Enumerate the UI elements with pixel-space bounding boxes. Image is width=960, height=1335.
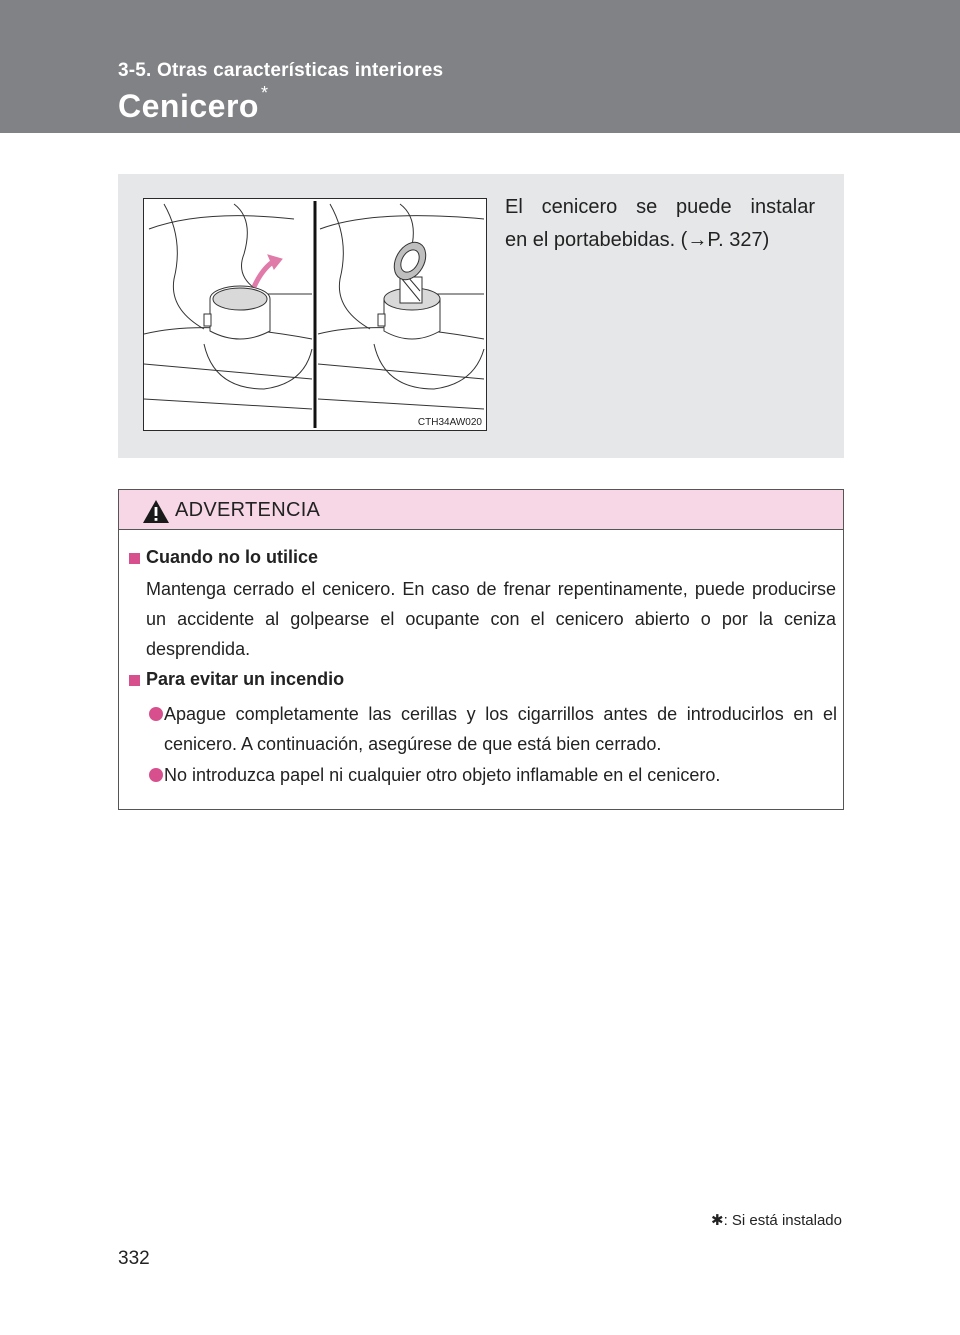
page-number: 332 (118, 1248, 150, 1269)
section-label: 3-5. Otras características interiores (118, 60, 444, 81)
square-bullet-icon (129, 675, 140, 686)
warning-box (118, 489, 844, 810)
caption-line-2: en el portabebidas. (→P. 327) (505, 229, 770, 251)
page-header (0, 0, 960, 133)
warning-bullet-2: No introduzca papel ni cualquier otro objeto inflamable en el cenicero. (164, 765, 721, 785)
illustration-code: CTH34AW020 (417, 417, 482, 428)
round-bullet-icon (149, 707, 163, 721)
page-title-text: Cenicero (118, 88, 259, 124)
square-bullet-icon (129, 553, 140, 564)
optional-mark: * (260, 83, 269, 104)
round-bullet-icon (149, 768, 163, 782)
ashtray-illustration (143, 198, 487, 431)
ashtray-drawing (144, 199, 486, 430)
warning-header (119, 490, 843, 530)
footnote: ✱: Si está instalado (711, 1212, 842, 1229)
warning-bullet-1: Apague completamente las cerillas y los cigarrillos antes de introducirlos en el cenicero. A continuación, asegúrese de que está bien cerrado. (164, 704, 837, 754)
caption-line-1: El cenicero se puede instalar (505, 196, 815, 218)
warning-paragraph-1: Mantenga cerrado el cenicero. En caso de frenar repentinamente, puede producirse un accidente al golpearse el ocupante con el cenicero abierto o por la ceniza desprendida. (146, 579, 836, 659)
warning-subtitle-2: Para evitar un incendio (146, 669, 345, 689)
page-title (118, 83, 269, 125)
illustration-panel (118, 174, 844, 458)
warning-triangle-icon (142, 499, 170, 524)
illustration-caption (505, 191, 815, 257)
warning-title: ADVERTENCIA (175, 499, 321, 521)
warning-subtitle-1: Cuando no lo utilice (146, 547, 318, 567)
